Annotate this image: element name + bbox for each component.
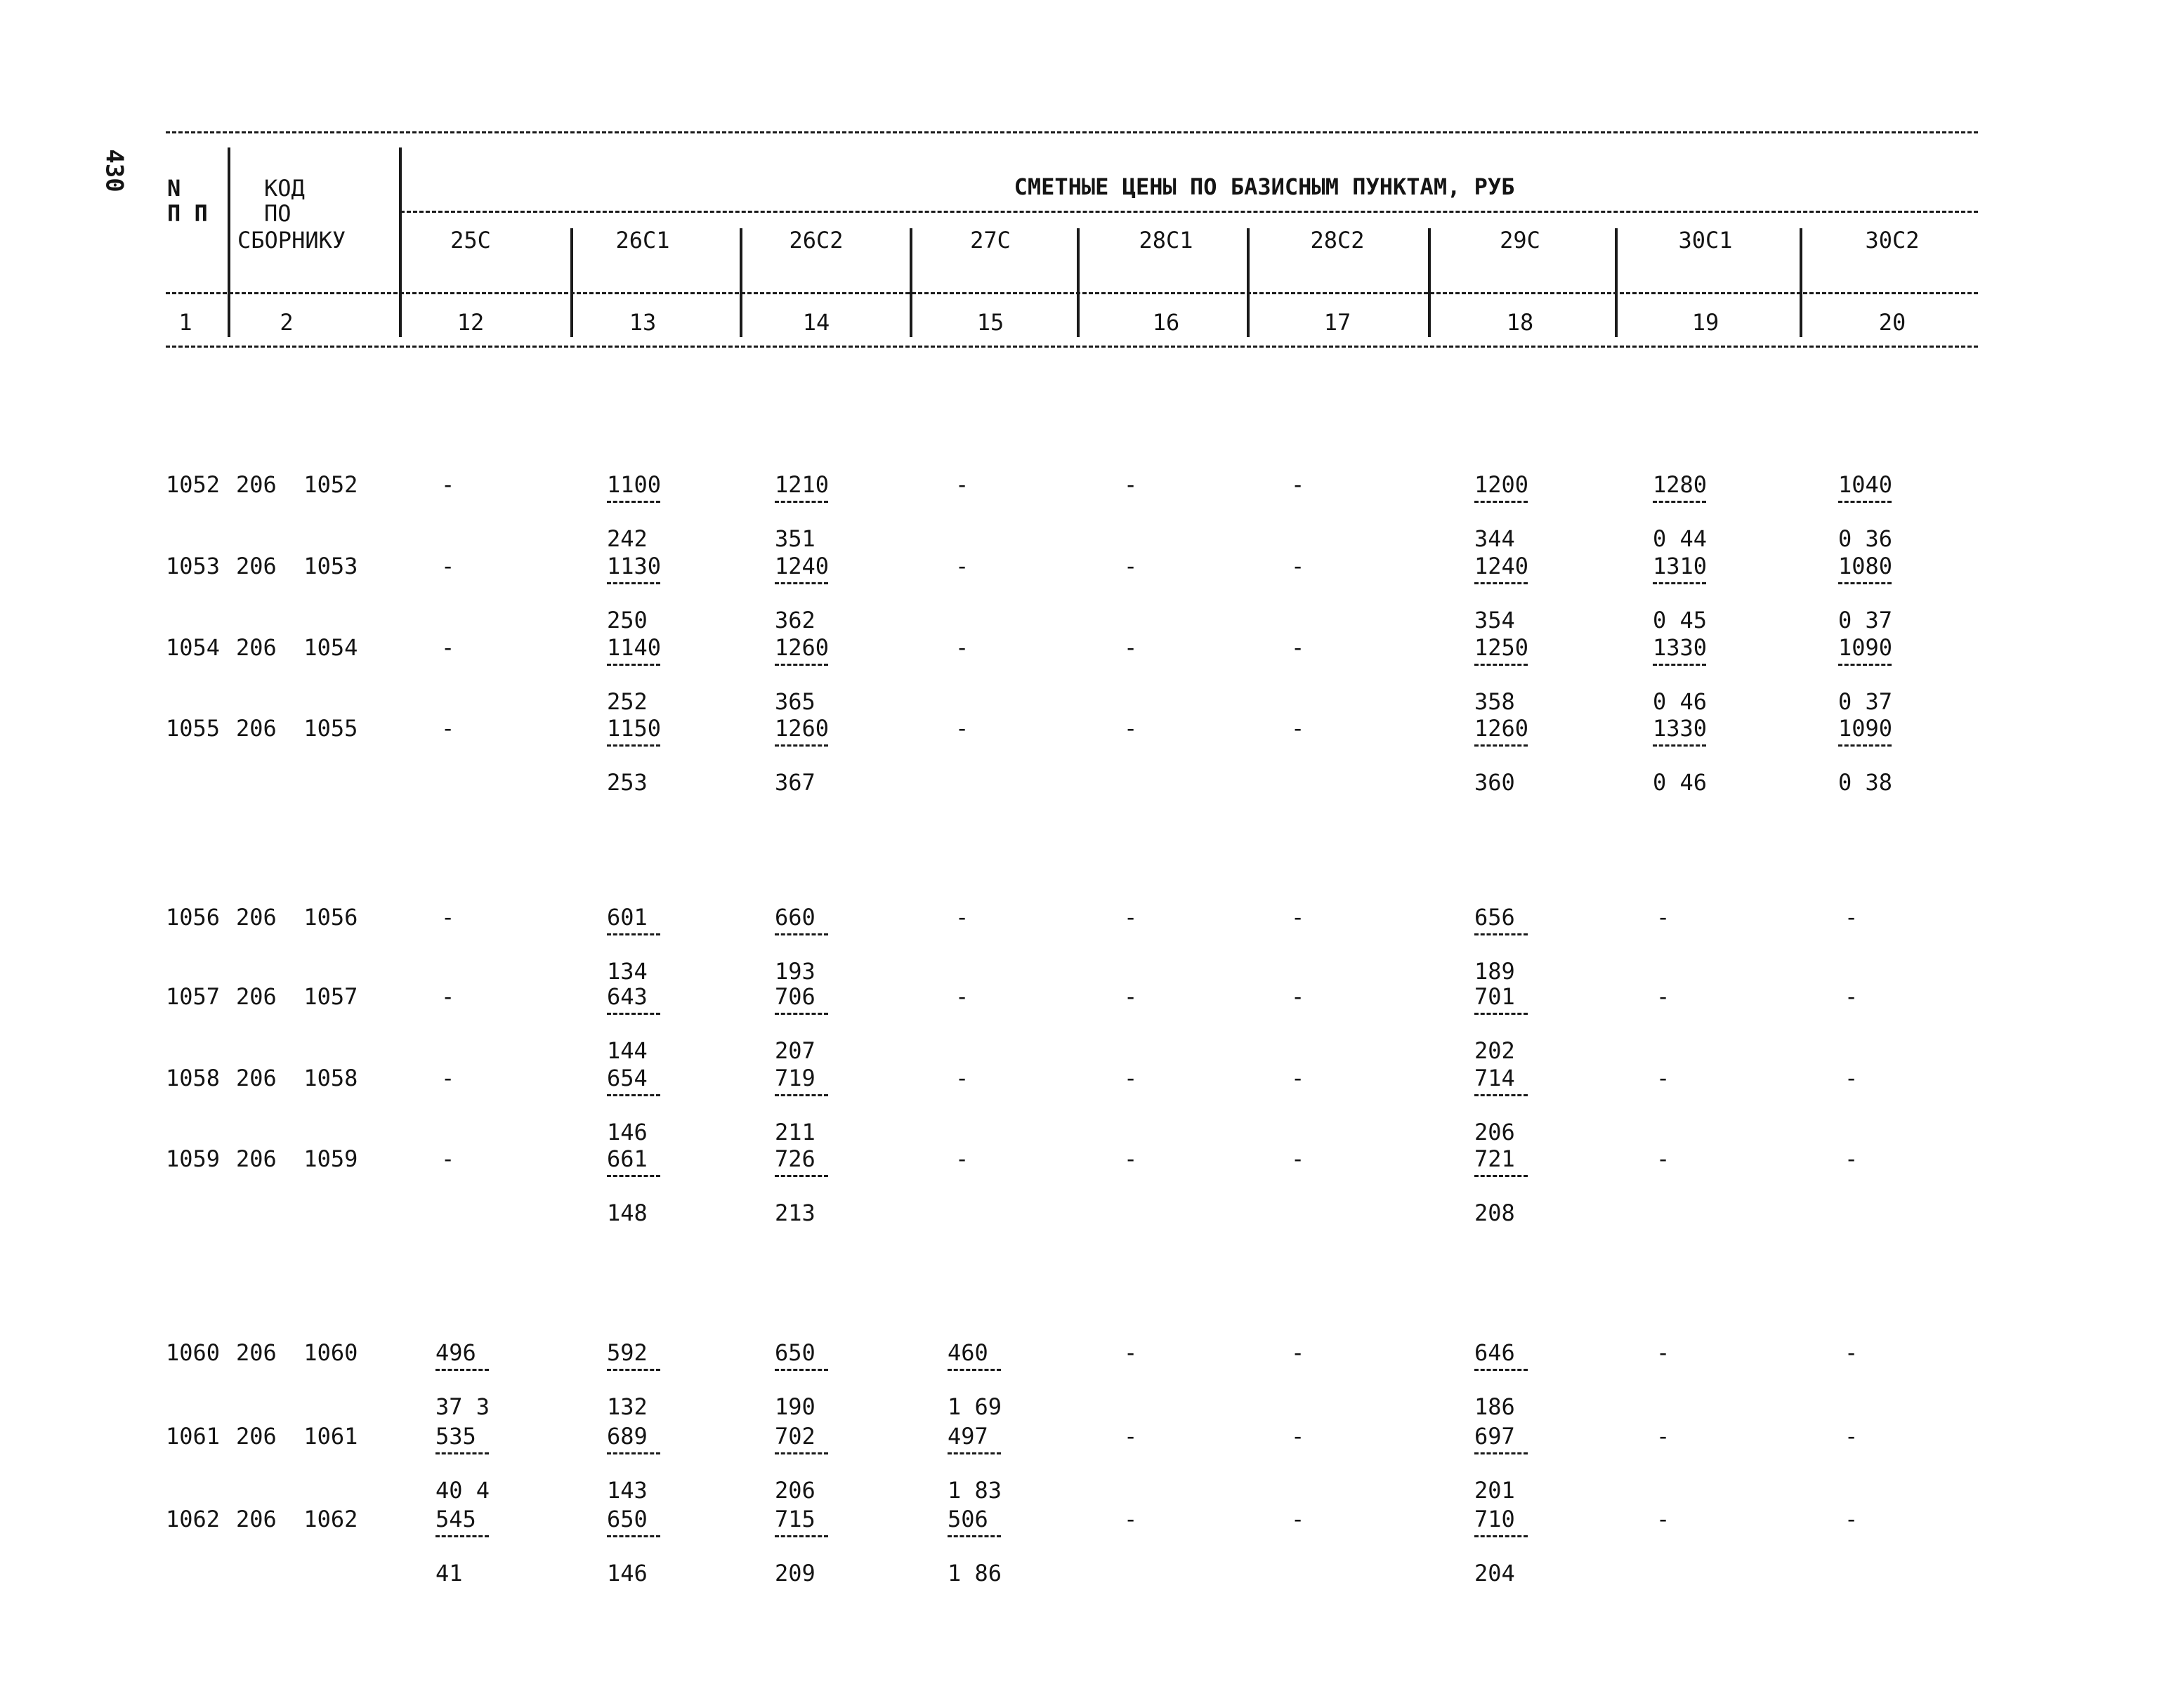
price-value: 1040 — [1838, 471, 1893, 498]
price-value: - — [1291, 1506, 1305, 1532]
price-value: - — [441, 715, 455, 742]
price-value: - — [1124, 1339, 1138, 1366]
row-code: 206 1061 — [236, 1423, 358, 1450]
price-value: - — [1291, 553, 1305, 579]
price-value: 1330 — [1653, 715, 1708, 742]
point-name: 29С — [1500, 227, 1540, 254]
price-value: - — [1845, 983, 1859, 1010]
price-value: 1260 — [775, 634, 830, 661]
header-top-rule — [166, 131, 1978, 133]
price-value: 1330 — [1653, 634, 1708, 661]
price-value: - — [441, 904, 455, 931]
header-divider — [228, 147, 230, 337]
header-bottom-rule — [166, 346, 1978, 348]
price-value: 497 — [948, 1423, 988, 1450]
price-value: 601 — [607, 904, 648, 931]
row-number: 1052 — [166, 471, 221, 498]
freight-value: 362 — [775, 607, 815, 633]
price-value: - — [1291, 1065, 1305, 1091]
row-code: 206 1062 — [236, 1506, 358, 1532]
freight-value: 201 — [1474, 1477, 1515, 1504]
price-value: - — [1656, 1065, 1670, 1091]
price-value: - — [1845, 1506, 1859, 1532]
freight-value: 358 — [1474, 688, 1515, 715]
price-value: 1260 — [775, 715, 830, 742]
freight-value: 0 37 — [1838, 688, 1893, 715]
price-value: - — [1845, 1339, 1859, 1366]
price-value: 1260 — [1474, 715, 1529, 742]
freight-value: 206 — [775, 1477, 815, 1504]
freight-value: 207 — [775, 1037, 815, 1064]
price-value: - — [1845, 904, 1859, 931]
point-name: 27С — [970, 227, 1011, 254]
price-value: 656 — [1474, 904, 1515, 931]
price-value: - — [955, 1065, 969, 1091]
price-value: - — [1656, 904, 1670, 931]
price-value: - — [1124, 553, 1138, 579]
price-value: 1100 — [607, 471, 662, 498]
price-value: 1090 — [1838, 715, 1893, 742]
row-number: 1059 — [166, 1145, 221, 1172]
price-value: - — [1124, 1423, 1138, 1450]
fraction-rule — [607, 582, 660, 584]
price-value: - — [1291, 983, 1305, 1010]
price-value: 697 — [1474, 1423, 1515, 1450]
price-value: 545 — [435, 1506, 476, 1532]
price-value: 535 — [435, 1423, 476, 1450]
column-number: 18 — [1506, 309, 1534, 336]
price-value: - — [441, 634, 455, 661]
freight-value: 208 — [1474, 1200, 1515, 1226]
price-value: 1240 — [1474, 553, 1529, 579]
price-value: 660 — [775, 904, 815, 931]
row-code: 206 1055 — [236, 715, 358, 742]
price-value: 1130 — [607, 553, 662, 579]
freight-value: 1 69 — [948, 1393, 1002, 1420]
price-value: - — [955, 983, 969, 1010]
price-value: - — [441, 983, 455, 1010]
row-number: 1061 — [166, 1423, 221, 1450]
point-name: 26С2 — [789, 227, 844, 254]
fraction-rule — [775, 1535, 828, 1537]
fraction-rule — [1838, 582, 1892, 584]
price-value: 650 — [607, 1506, 648, 1532]
fraction-rule — [1474, 744, 1528, 747]
freight-value: 1 86 — [948, 1560, 1002, 1587]
price-value: 643 — [607, 983, 648, 1010]
row-code: 206 1054 — [236, 634, 358, 661]
price-value: - — [1291, 1339, 1305, 1366]
price-value: 1240 — [775, 553, 830, 579]
freight-value: 367 — [775, 769, 815, 796]
freight-value: 146 — [607, 1560, 648, 1587]
row-number: 1056 — [166, 904, 221, 931]
freight-value: 40 4 — [435, 1477, 490, 1504]
freight-value: 202 — [1474, 1037, 1515, 1064]
column-number: 2 — [280, 309, 294, 336]
fraction-rule — [1474, 933, 1528, 935]
row-number: 1054 — [166, 634, 221, 661]
price-value: 721 — [1474, 1145, 1515, 1172]
freight-value: 186 — [1474, 1393, 1515, 1420]
price-value: 714 — [1474, 1065, 1515, 1091]
price-value: - — [955, 1145, 969, 1172]
price-value: - — [1124, 1065, 1138, 1091]
row-code: 206 1057 — [236, 983, 358, 1010]
freight-value: 0 45 — [1653, 607, 1708, 633]
row-code: 206 1053 — [236, 553, 358, 579]
row-number: 1055 — [166, 715, 221, 742]
group-title: СМЕТНЫЕ ЦЕНЫ ПО БАЗИСНЫМ ПУНКТАМ, РУБ — [1014, 173, 1515, 200]
price-value: 710 — [1474, 1506, 1515, 1532]
freight-value: 0 38 — [1838, 769, 1893, 796]
fraction-rule — [775, 933, 828, 935]
column-number: 20 — [1878, 309, 1906, 336]
fraction-rule — [607, 664, 660, 666]
price-value: - — [955, 553, 969, 579]
point-name: 30С2 — [1865, 227, 1920, 254]
price-value: 506 — [948, 1506, 988, 1532]
price-value: - — [955, 904, 969, 931]
price-value: - — [441, 471, 455, 498]
price-value: - — [1124, 715, 1138, 742]
price-value: - — [1291, 1145, 1305, 1172]
price-value: - — [1656, 1423, 1670, 1450]
fraction-rule — [435, 1535, 489, 1537]
fraction-rule — [607, 1175, 660, 1177]
freight-value: 351 — [775, 525, 815, 552]
freight-value: 354 — [1474, 607, 1515, 633]
fraction-rule — [775, 1175, 828, 1177]
column-number: 15 — [976, 309, 1004, 336]
price-value: - — [441, 553, 455, 579]
fraction-rule — [775, 744, 828, 747]
fraction-rule — [775, 1013, 828, 1015]
freight-value: 37 3 — [435, 1393, 490, 1420]
price-value: - — [1124, 1145, 1138, 1172]
freight-value: 143 — [607, 1477, 648, 1504]
freight-value: 242 — [607, 525, 648, 552]
header-divider — [1615, 228, 1618, 337]
price-value: 1210 — [775, 471, 830, 498]
fraction-rule — [607, 744, 660, 747]
fraction-rule — [1474, 582, 1528, 584]
freight-value: 189 — [1474, 958, 1515, 985]
header-mid-rule — [166, 292, 1978, 294]
price-value: 1090 — [1838, 634, 1893, 661]
fraction-rule — [948, 1452, 1001, 1454]
freight-value: 41 — [435, 1560, 463, 1587]
freight-value: 211 — [775, 1119, 815, 1145]
fraction-rule — [1474, 1094, 1528, 1096]
price-value: 1140 — [607, 634, 662, 661]
price-value: - — [1656, 1145, 1670, 1172]
fraction-rule — [607, 1452, 660, 1454]
price-value: - — [441, 1065, 455, 1091]
price-value: 592 — [607, 1339, 648, 1366]
fraction-rule — [1653, 664, 1706, 666]
price-value: - — [1291, 471, 1305, 498]
column-number: 17 — [1323, 309, 1351, 336]
row-number: 1060 — [166, 1339, 221, 1366]
col-code-label: КОД — [264, 175, 305, 202]
price-value: - — [1291, 634, 1305, 661]
price-value: - — [1845, 1145, 1859, 1172]
col-n-label: N — [167, 175, 181, 202]
freight-value: 360 — [1474, 769, 1515, 796]
row-number: 1058 — [166, 1065, 221, 1091]
fraction-rule — [1838, 744, 1892, 747]
freight-value: 213 — [775, 1200, 815, 1226]
column-number: 14 — [802, 309, 830, 336]
price-value: 702 — [775, 1423, 815, 1450]
fraction-rule — [607, 933, 660, 935]
freight-value: 146 — [607, 1119, 648, 1145]
fraction-rule — [1838, 664, 1892, 666]
freight-value: 0 44 — [1653, 525, 1708, 552]
fraction-rule — [1653, 582, 1706, 584]
price-value: 1080 — [1838, 553, 1893, 579]
price-value: - — [1124, 1506, 1138, 1532]
price-value: - — [955, 634, 969, 661]
fraction-rule — [1474, 1369, 1528, 1371]
row-number: 1053 — [166, 553, 221, 579]
price-value: - — [1124, 471, 1138, 498]
freight-value: 365 — [775, 688, 815, 715]
point-name: 25С — [450, 227, 491, 254]
column-number: 12 — [457, 309, 485, 336]
header-group-rule — [400, 211, 1978, 213]
fraction-rule — [775, 501, 828, 503]
point-name: 28С1 — [1139, 227, 1193, 254]
row-number: 1062 — [166, 1506, 221, 1532]
fraction-rule — [607, 1013, 660, 1015]
fraction-rule — [1653, 501, 1706, 503]
price-value: 1150 — [607, 715, 662, 742]
price-value: - — [441, 1145, 455, 1172]
fraction-rule — [775, 1369, 828, 1371]
price-value: - — [1845, 1423, 1859, 1450]
fraction-rule — [1474, 501, 1528, 503]
fraction-rule — [435, 1452, 489, 1454]
freight-value: 206 — [1474, 1119, 1515, 1145]
fraction-rule — [775, 1452, 828, 1454]
price-value: 654 — [607, 1065, 648, 1091]
price-value: - — [1124, 983, 1138, 1010]
fraction-rule — [607, 501, 660, 503]
freight-value: 144 — [607, 1037, 648, 1064]
price-value: - — [1845, 1065, 1859, 1091]
point-name: 26С1 — [615, 227, 670, 254]
price-value: - — [1291, 1423, 1305, 1450]
price-value: - — [955, 471, 969, 498]
fraction-rule — [775, 1094, 828, 1096]
fraction-rule — [1474, 1175, 1528, 1177]
col-code-label: ПО — [264, 200, 291, 227]
freight-value: 204 — [1474, 1560, 1515, 1587]
price-value: 719 — [775, 1065, 815, 1091]
column-number: 19 — [1691, 309, 1719, 336]
freight-value: 132 — [607, 1393, 648, 1420]
col-code-label: СБОРНИКУ — [237, 227, 346, 254]
row-number: 1057 — [166, 983, 221, 1010]
fraction-rule — [775, 664, 828, 666]
fraction-rule — [1474, 1535, 1528, 1537]
fraction-rule — [607, 1535, 660, 1537]
fraction-rule — [1653, 744, 1706, 747]
price-value: 1280 — [1653, 471, 1708, 498]
row-code: 206 1060 — [236, 1339, 358, 1366]
freight-value: 190 — [775, 1393, 815, 1420]
freight-value: 0 46 — [1653, 688, 1708, 715]
freight-value: 209 — [775, 1560, 815, 1587]
price-value: 715 — [775, 1506, 815, 1532]
price-value: 460 — [948, 1339, 988, 1366]
row-code: 206 1056 — [236, 904, 358, 931]
freight-value: 0 37 — [1838, 607, 1893, 633]
price-value: - — [1124, 634, 1138, 661]
price-value: - — [1291, 715, 1305, 742]
price-value: 496 — [435, 1339, 476, 1366]
price-value: 1200 — [1474, 471, 1529, 498]
fraction-rule — [1474, 1013, 1528, 1015]
fraction-rule — [607, 1369, 660, 1371]
column-number: 16 — [1152, 309, 1180, 336]
header-divider — [1077, 228, 1080, 337]
price-value: 1310 — [1653, 553, 1708, 579]
header-divider — [1800, 228, 1802, 337]
price-value: - — [1656, 1506, 1670, 1532]
price-value: 706 — [775, 983, 815, 1010]
point-name: 30С1 — [1678, 227, 1733, 254]
price-value: 1250 — [1474, 634, 1529, 661]
freight-value: 0 46 — [1653, 769, 1708, 796]
price-value: - — [1656, 983, 1670, 1010]
freight-value: 148 — [607, 1200, 648, 1226]
fraction-rule — [607, 1094, 660, 1096]
fraction-rule — [948, 1535, 1001, 1537]
page-number: 430 — [100, 149, 129, 192]
price-value: 661 — [607, 1145, 648, 1172]
fraction-rule — [1474, 664, 1528, 666]
point-name: 28С2 — [1310, 227, 1365, 254]
row-code: 206 1059 — [236, 1145, 358, 1172]
price-value: 726 — [775, 1145, 815, 1172]
price-value: - — [1291, 904, 1305, 931]
price-value: - — [955, 715, 969, 742]
price-value: 650 — [775, 1339, 815, 1366]
fraction-rule — [1474, 1452, 1528, 1454]
freight-value: 344 — [1474, 525, 1515, 552]
col-n-label: П П — [167, 200, 208, 227]
freight-value: 252 — [607, 688, 648, 715]
freight-value: 193 — [775, 958, 815, 985]
fraction-rule — [1838, 501, 1892, 503]
column-number: 13 — [629, 309, 657, 336]
column-number: 1 — [178, 309, 192, 336]
fraction-rule — [775, 582, 828, 584]
price-value: 701 — [1474, 983, 1515, 1010]
price-value: 646 — [1474, 1339, 1515, 1366]
freight-value: 134 — [607, 958, 648, 985]
freight-value: 1 83 — [948, 1477, 1002, 1504]
freight-value: 0 36 — [1838, 525, 1893, 552]
header-divider — [1428, 228, 1431, 337]
row-code: 206 1052 — [236, 471, 358, 498]
price-value: 689 — [607, 1423, 648, 1450]
row-code: 206 1058 — [236, 1065, 358, 1091]
price-value: - — [1124, 904, 1138, 931]
price-value: - — [1656, 1339, 1670, 1366]
fraction-rule — [435, 1369, 489, 1371]
freight-value: 250 — [607, 607, 648, 633]
fraction-rule — [948, 1369, 1001, 1371]
freight-value: 253 — [607, 769, 648, 796]
